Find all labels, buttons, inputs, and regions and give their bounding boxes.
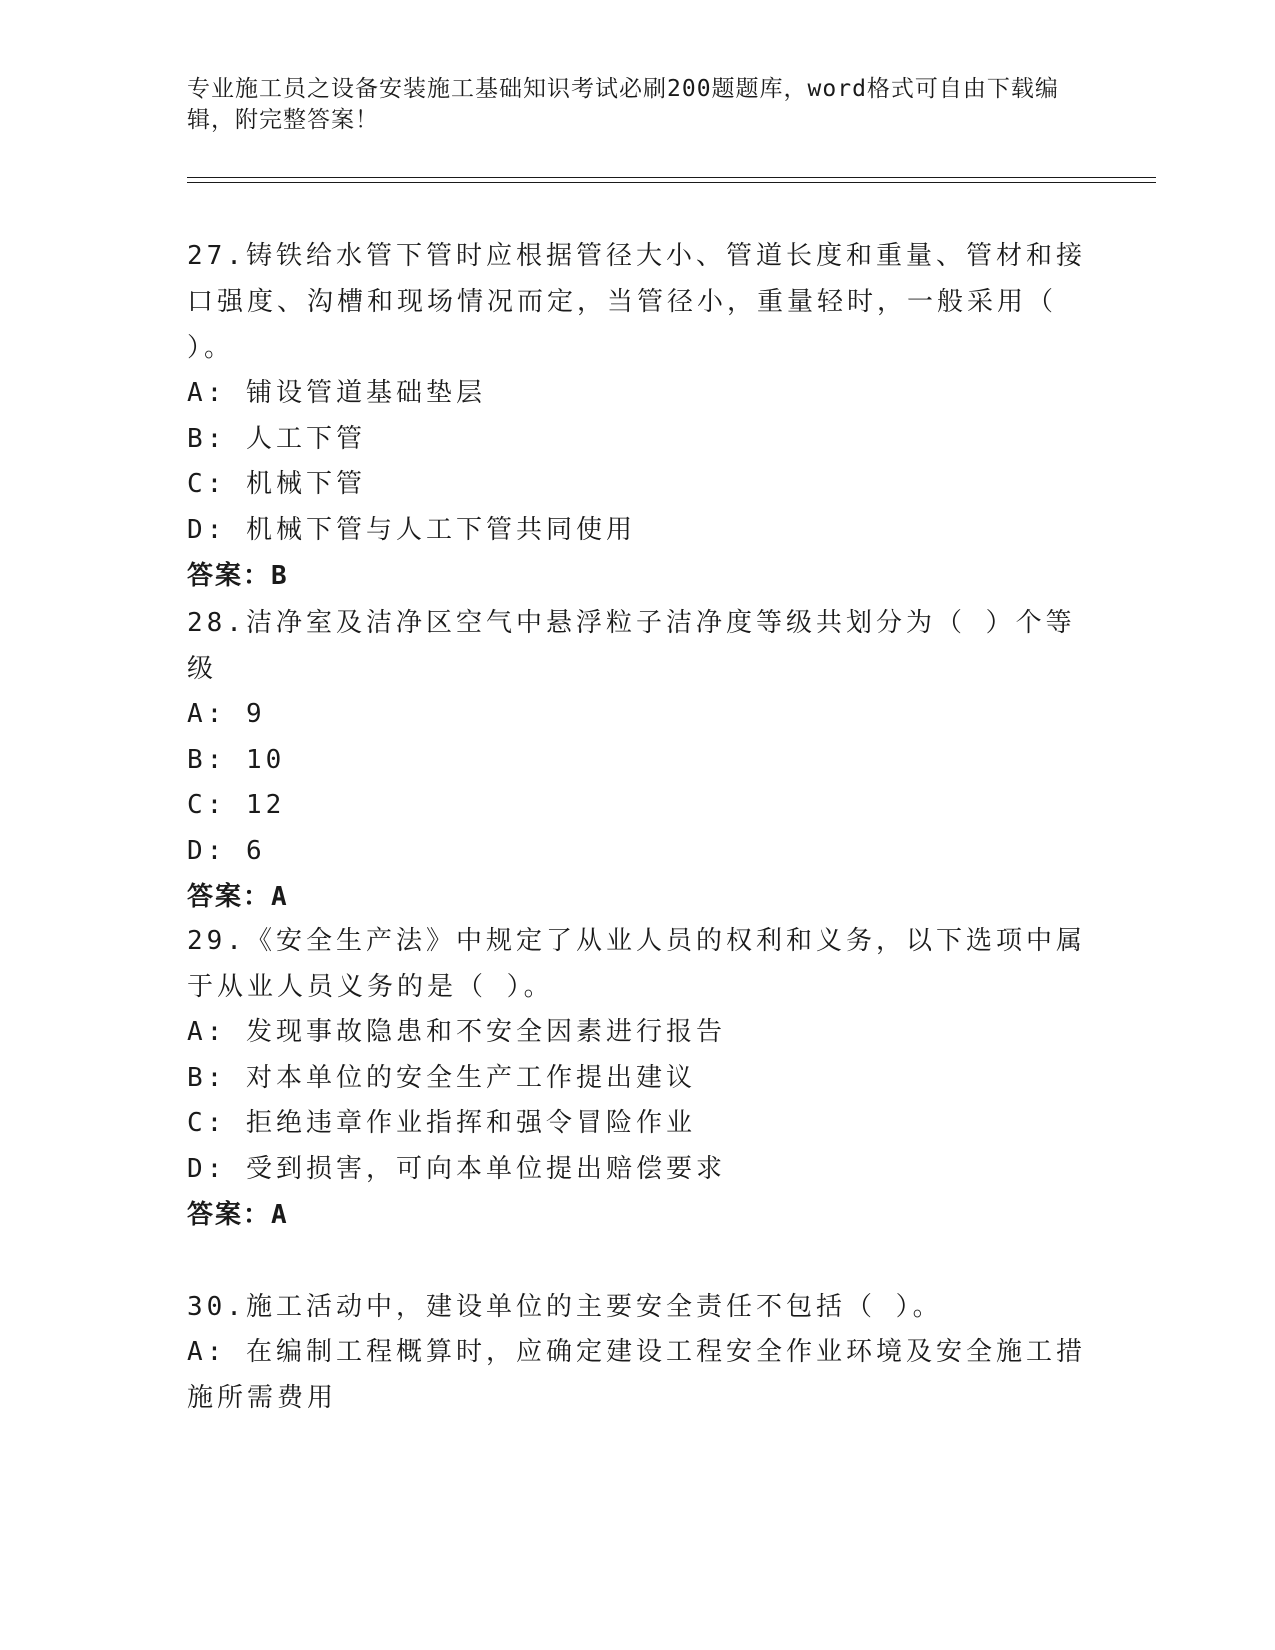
option-b: B: 对本单位的安全生产工作提出建议	[187, 1062, 696, 1093]
question-text: 28.洁净室及洁净区空气中悬浮粒子洁净度等级共划分为（ ）个等级	[187, 608, 1076, 684]
option-d: D: 机械下管与人工下管共同使用	[187, 514, 636, 545]
option-d: D: 6	[187, 835, 266, 866]
answer: 答案：A	[187, 882, 289, 912]
answer: 答案：A	[187, 1200, 289, 1230]
question-27	[187, 233, 1087, 599]
option-b: B: 人工下管	[187, 423, 366, 454]
option-c: C: 12	[187, 790, 286, 820]
header-divider-bottom	[187, 182, 1156, 183]
question-29	[187, 918, 1087, 1238]
option-a: A: 在编制工程概算时，应确定建设工程安全作业环境及安全施工措施所需费用	[187, 1337, 1086, 1413]
question-text: 27.铸铁给水管下管时应根据管径大小、管道长度和重量、管材和接口强度、沟槽和现场情况而定，当管径小，重量轻时，一般采用（ ）。	[187, 241, 1086, 363]
document-header: 专业施工员之设备安装施工基础知识考试必刷200题题库，word格式可自由下载编辑，附完整答案！	[187, 76, 1059, 133]
question-30	[187, 1284, 1087, 1421]
question-28	[187, 600, 1087, 920]
option-a: A: 发现事故隐患和不安全因素进行报告	[187, 1017, 726, 1047]
question-text: 30.施工活动中，建设单位的主要安全责任不包括（ ）。	[187, 1292, 943, 1322]
option-c: C: 机械下管	[187, 469, 366, 499]
header-divider-top	[187, 177, 1156, 178]
option-c: C: 拒绝违章作业指挥和强令冒险作业	[187, 1108, 696, 1138]
option-a: A: 9	[187, 699, 266, 729]
option-d: D: 受到损害，可向本单位提出赔偿要求	[187, 1153, 726, 1184]
option-b: B: 10	[187, 744, 286, 775]
option-a: A: 铺设管道基础垫层	[187, 378, 486, 408]
question-text: 29.《安全生产法》中规定了从业人员的权利和义务，以下选项中属于从业人员义务的是（ ）。	[187, 926, 1086, 1002]
answer: 答案：B	[187, 561, 289, 591]
